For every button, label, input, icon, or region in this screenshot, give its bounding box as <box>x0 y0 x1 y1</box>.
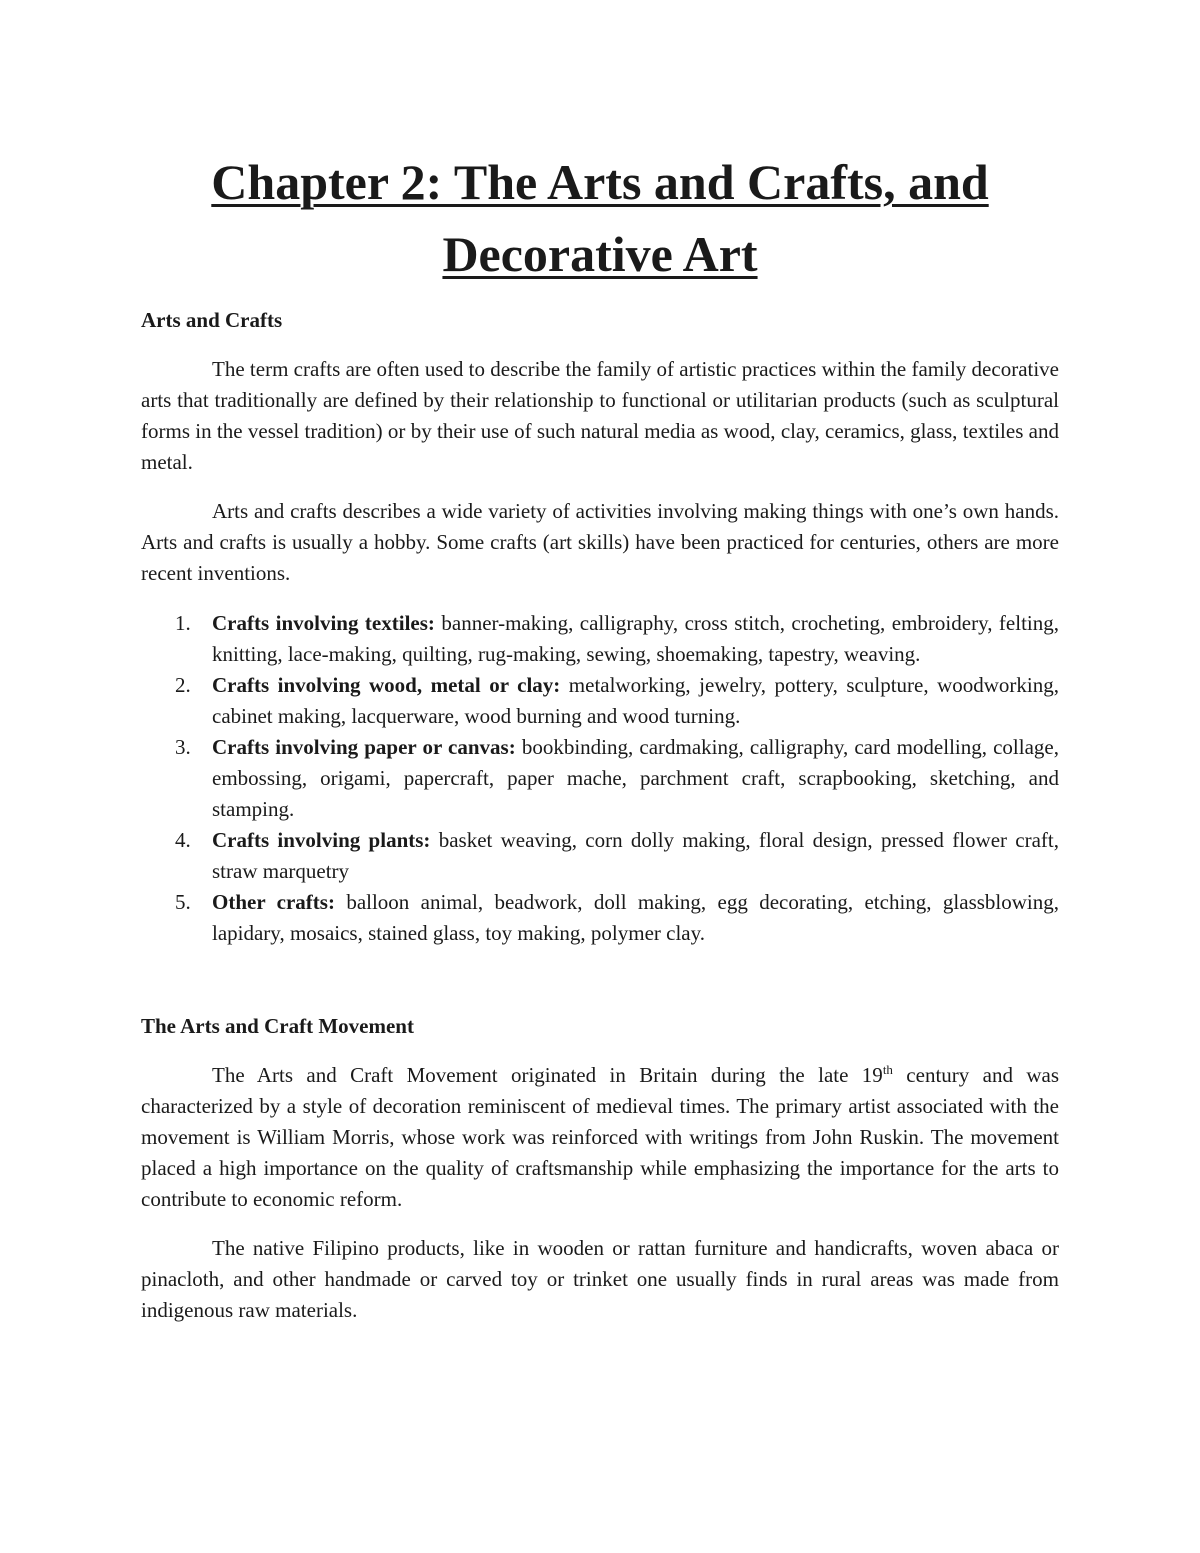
list-item-number: 2. <box>175 673 191 697</box>
list-item-number: 5. <box>175 890 191 914</box>
list-item-text: bookbinding, cardmaking, calligraphy, card modelling, collage, embossing, origami, papercraft, paper mache, parchment craft, scrapbooking, sketching, and stamping. <box>212 735 1059 821</box>
list-item <box>141 670 1059 732</box>
list-item-label: Crafts involving textiles: <box>212 611 435 635</box>
list-item-label: Crafts involving wood, metal or clay: <box>212 673 561 697</box>
chapter-title-line-1: Chapter 2: The Arts and Crafts, and <box>211 154 989 210</box>
list-item <box>141 732 1059 825</box>
section-heading-arts-and-craft-movement: The Arts and Craft Movement <box>141 1014 414 1038</box>
list-item-label: Crafts involving plants: <box>212 828 431 852</box>
movement-text-end: century and was characterized by a style of decoration reminiscent of medieval times. The primary artist associated with the movement is William Morris, whose work was reinforced with writings from John Ruskin. The movement placed a high importance on the quality of craftsmanship while emphasizing the importance for the arts to contribute to economic reform. <box>141 1063 1060 1211</box>
chapter-title-line-2: Decorative Art <box>442 226 758 282</box>
list-item-text: banner-making, calligraphy, cross stitch, crocheting, embroidery, felting, knitting, lace-making, quilting, rug-making, sewing, shoemaking, tapestry, weaving. <box>212 611 1059 666</box>
list-item-text: metalworking, jewelry, pottery, sculpture, woodworking, cabinet making, lacquerware, wood burning and wood turning. <box>212 673 1059 728</box>
crafts-list <box>141 608 1059 949</box>
list-item-label: Crafts involving paper or canvas: <box>212 735 516 759</box>
list-item <box>141 825 1059 887</box>
list-item-label: Other crafts: <box>212 890 335 914</box>
movement-text-start: The Arts and Craft Movement originated in Britain during the late 19 <box>212 1063 883 1087</box>
list-item-number: 4. <box>175 828 191 852</box>
list-item-number: 3. <box>175 735 191 759</box>
section-heading-arts-and-crafts: Arts and Crafts <box>141 308 283 332</box>
paragraph-crafts-definition: The term crafts are often used to describe the family of artistic practices within the family decorative arts that traditionally are defined by their relationship to functional or utilitarian products (such as sculptural forms in the vessel tradition) or by their use of such natural media as wood, clay, ceramics, glass, textiles and metal. <box>141 357 1059 474</box>
ordinal-superscript: th <box>882 1062 893 1077</box>
chapter-title <box>141 146 1059 290</box>
paragraph-filipino-products: The native Filipino products, like in wooden or rattan furniture and handicrafts, woven abaca or pinacloth, and other handmade or carved toy or trinket one usually finds in rural areas was made from indigenous raw materials. <box>141 1236 1059 1322</box>
list-item-text: balloon animal, beadwork, doll making, egg decorating, etching, glassblowing, lapidary, mosaics, stained glass, toy making, polymer clay. <box>212 890 1059 945</box>
list-item-text: basket weaving, corn dolly making, floral design, pressed flower craft, straw marquetry <box>212 828 1059 883</box>
list-item <box>141 887 1059 949</box>
paragraph-movement-history <box>141 1060 1059 1215</box>
document-page <box>141 146 1059 1326</box>
list-item-number: 1. <box>175 611 191 635</box>
list-item <box>141 608 1059 670</box>
paragraph-arts-and-crafts-description: Arts and crafts describes a wide variety of activities involving making things with one’s own hands. Arts and crafts is usually a hobby. Some crafts (art skills) have been practiced for centuries, others are more recent inventions. <box>141 499 1059 585</box>
